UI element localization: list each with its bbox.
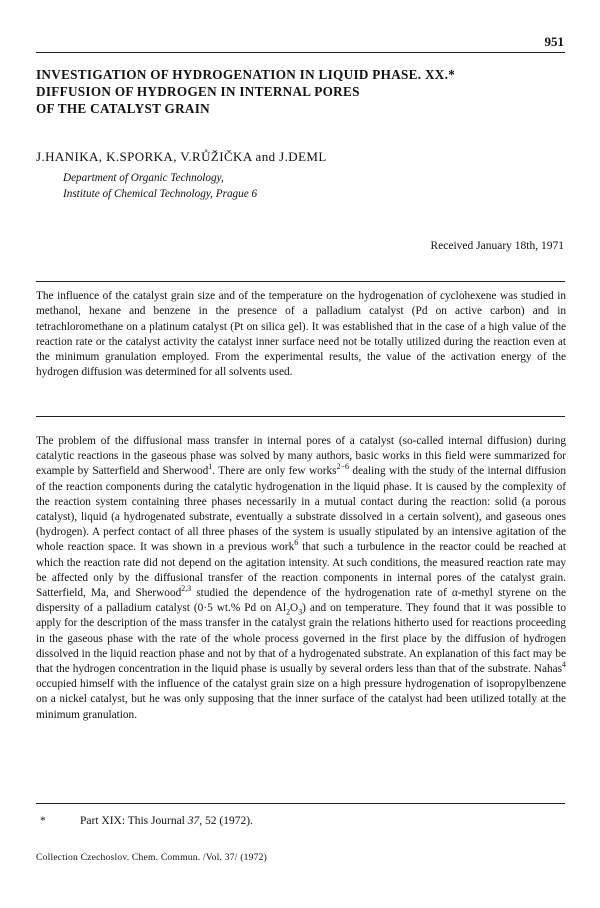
reference-2-3: 2,3 [181,584,192,594]
body-text [36,434,566,723]
authors: J.HANIKA, K.SPORKA, V.RŮŽIČKA and J.DEML [36,149,327,164]
abstract: The influence of the catalyst grain size and of the temperature on the hydrogenation of cyclohexene was studied in methanol, hexane and benzene in the presence of a palladium catalyst (Pd on active carbon) and in tetrachloromethane on a platinum catalyst (Pt on silica gel). It was established that in the case of a high value of the reaction rate or the catalyst activity the catalyst inner surface need not be totally utilized during the reaction even at the minimum granulation employed. From the experimental results, the value of the activation energy of the hydrogen diffusion was determined for all solvents used. [36,290,566,379]
header-rule [36,52,565,53]
title-line-2: DIFFUSION OF HYDROGEN IN INTERNAL PORES [36,84,360,99]
reference-4: 4 [562,660,566,670]
footnote: * Part XIX: This Journal 37, 52 (1972). [40,815,253,827]
reference-1: 1 [208,462,213,472]
affiliation [63,170,257,202]
title-line-1: INVESTIGATION OF HYDROGENATION IN LIQUID PHASE. XX.* [36,67,456,82]
body-paragraph: The problem of the diffusional mass transfer in internal pores of a catalyst (so-called internal diffusion) during catalytic reactions in the gaseous phase was solved by many authors, basic works in this field were summarized for example by Satterfield and Sherwood$^1$. There are only few works$^{2-6}$ dealing with the study of the internal diffusion of the reaction components during the catalytic hydrogenation in the liquid phase. It is caused by the complexity of the reaction system containing three phases necessarily in a mutual contact during the reaction: solid (a porous catalyst), liquid (a hydrogenated substrate, eventually a substrate dissolved in a certain solvent), and gaseous ones (hydrogen). A perfect contact of all three phases of the system is usually stipulated by an intensive agitation of the whole reaction space. It was shown in a previous work$^6$ that such a turbulence in the reactor could be reached at which the reaction rate did not depend on the agitation intensity. At such conditions, the measured reaction rate may be affected only by the diffusional transfer of the reaction components in internal pores of the catalyst grain. Satterfield, Ma, and Sherwood$^{2,3}$ studied the dependence of the hydrogenation rate of α-methyl styrene on the dispersity of a palladium catalyst (0·5 wt.% Pd on $Al_2O_3$) and on temperature. They found that it was possible to apply for the description of the mass transfer in the catalyst grain the relations hitherto used for reactions proceeding in the gaseous phase with the rate of the whole process governed in the first place by the diffusion of hydrogen dissolved in the liquid reaction phase and not by that of a hydrogenated substrate. An explanation of this fact may be that the hydrogen concentration in the liquid phase is usually by several orders less than that of the substrate. Nahas$^4$ occupied himself with the influence of the catalyst grain size on a high pressure hydrogenation of isopropylbenzene on a nickel catalyst, but he was only supposing that the inner surface of the catalyst had been utilized totally at the minimum granulation. [36,435,566,721]
article-title [36,66,566,117]
reference-6: 6 [294,538,299,548]
journal-volume: 37, [187,815,203,827]
footnote-rule [36,803,565,804]
affiliation-line-1: Department of Organic Technology, [63,172,224,184]
received-date: Received January 18th, 1971 [430,240,564,252]
reference-2-6: 2−6 [336,462,349,472]
affiliation-line-2: Institute of Chemical Technology, Prague 6 [63,188,258,200]
page-number: 951 [544,34,564,49]
abstract-top-rule [36,281,565,282]
journal-footer: Collection Czechoslov. Chem. Commun. /Vol. 37/ (1972) [36,852,267,863]
footnote-mark: * [40,815,46,827]
abstract-bottom-rule [36,416,565,417]
title-line-3: OF THE CATALYST GRAIN [36,101,210,116]
